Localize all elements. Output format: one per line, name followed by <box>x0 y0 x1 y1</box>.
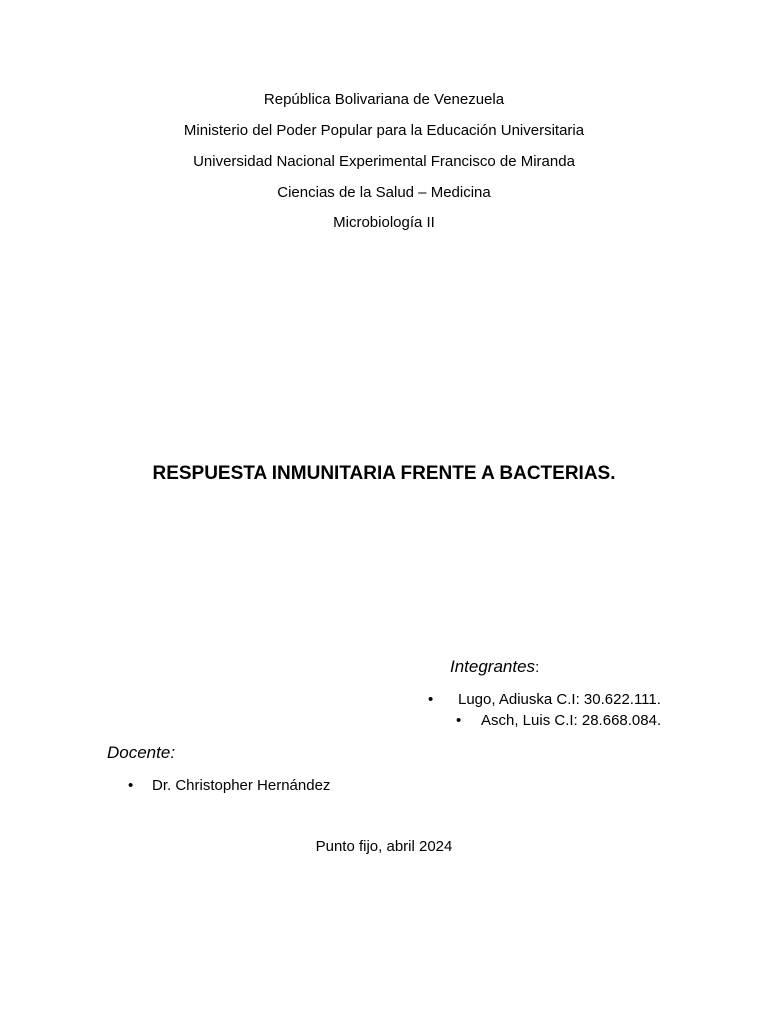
place-date: Punto fijo, abril 2024 <box>315 838 453 855</box>
integrante-item: Asch, Luis C.I: 28.668.084. <box>481 712 662 729</box>
docente-name: Dr. Christopher Hernández <box>152 777 331 794</box>
docente-label <box>107 743 175 763</box>
integrantes-label-colon: : <box>535 659 540 676</box>
header-line-faculty: Ciencias de la Salud – Medicina <box>277 184 491 201</box>
bullet-icon: • <box>128 777 134 794</box>
integrantes-label <box>450 657 539 678</box>
header-line-university: Universidad Nacional Experimental Francisco de Miranda <box>193 153 575 170</box>
header-line-ministry: Ministerio del Poder Popular para la Educación Universitaria <box>183 122 585 139</box>
header-line-republic: República Bolivariana de Venezuela <box>263 91 505 108</box>
bullet-icon: • <box>428 691 434 708</box>
document-title: RESPUESTA INMUNITARIA FRENTE A BACTERIAS. <box>152 463 616 484</box>
bullet-icon: • <box>456 712 462 729</box>
docente-label-text: Docente: <box>107 743 176 762</box>
header-line-course: Microbiología II <box>333 214 435 231</box>
integrante-item: Lugo, Adiuska C.I: 30.622.111. <box>458 691 661 708</box>
integrantes-label-text: Integrantes <box>450 657 536 676</box>
